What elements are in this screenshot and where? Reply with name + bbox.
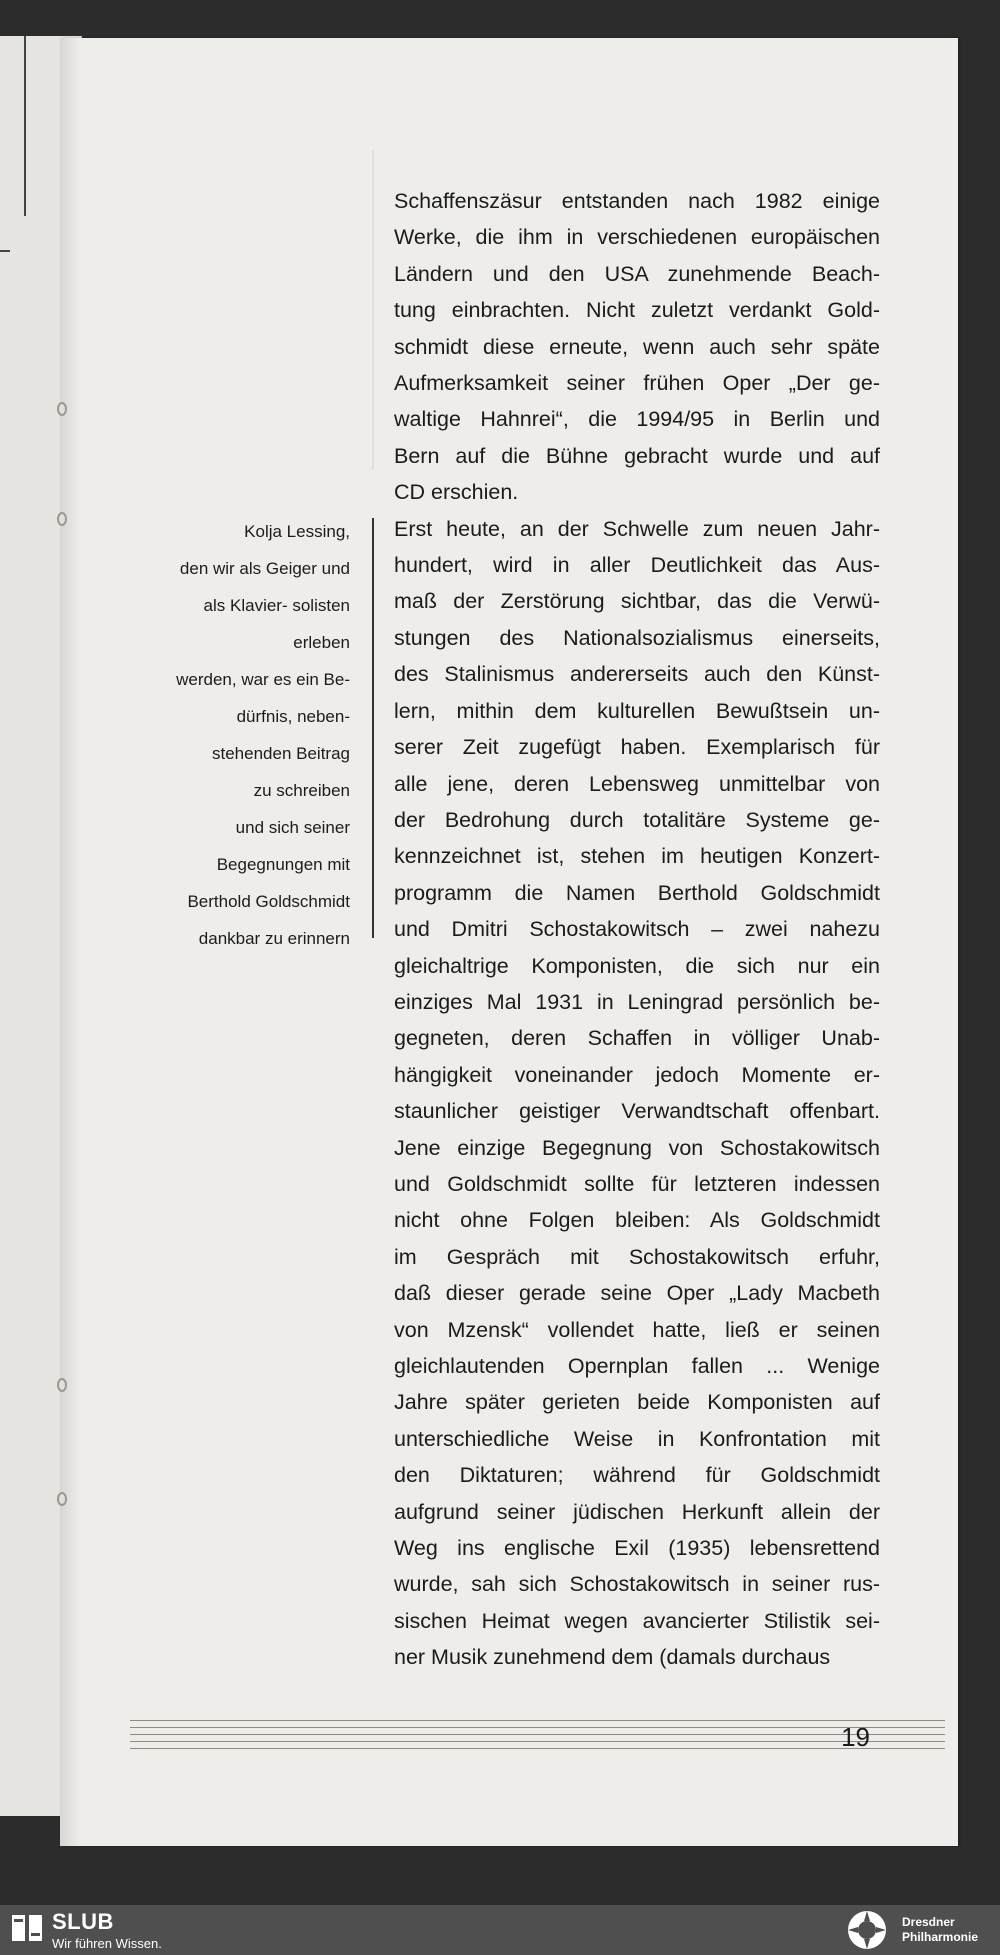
body-text-line: maß der Zerstörung sichtbar, das die Verwü- [394, 589, 880, 614]
body-text-line: kennzeichnet ist, stehen im heutigen Konzert- [394, 844, 880, 869]
body-text-line: ner Musik zunehmend dem (damals durchaus [394, 1645, 831, 1670]
body-text-line: schmidt diese erneute, wenn auch sehr späte [394, 334, 880, 359]
sidebar-line: werden, war es ein Be- [176, 670, 350, 689]
body-text-line: daß dieser gerade seine Oper „Lady Macbeth [394, 1281, 880, 1306]
sidebar-line: und sich seiner [235, 818, 350, 837]
sidebar-line: dürfnis, neben- [236, 707, 350, 726]
body-text-line: gleichaltrige Komponisten, die sich nur ein [394, 953, 880, 978]
previous-page-rule [24, 36, 26, 216]
body-text-line: aufgrund seiner jüdischen Herkunft allein der [394, 1499, 880, 1524]
body-text-line: lern, mithin dem kulturellen Bewußtsein un- [394, 698, 880, 723]
body-text-line: stungen des Nationalsozialismus einerseits, [394, 625, 880, 650]
body-text-line: im Gespräch mit Schostakowitsch erfuhr, [394, 1244, 880, 1269]
body-text-line: sischen Heimat wegen avancierter Stilistik sei- [394, 1608, 880, 1633]
body-text-line: wurde, sah sich Schostakowitsch in seiner rus- [394, 1572, 880, 1597]
body-text-line: Jahre später gerieten beide Komponisten auf [394, 1390, 880, 1415]
body-text-line: und Goldschmidt sollte für letzteren indessen [394, 1171, 880, 1196]
body-text-line: Jene einzige Begegnung von Schostakowitsch [394, 1135, 880, 1160]
orchestra-name-line1: Dresdner [902, 1915, 955, 1929]
body-text-line: hängigkeit voneinander jedoch Momente er- [394, 1062, 880, 1087]
body-text-line: nicht ohne Folgen bleiben: Als Goldschmidt [394, 1208, 880, 1233]
body-text-line: waltige Hahnrei“, die 1994/95 in Berlin und [394, 407, 880, 432]
sidebar-line: als Klavier- solisten [203, 596, 350, 615]
body-text-line: des Stalinismus andererseits auch den Künst- [394, 662, 880, 687]
viewer-footer-bar [0, 1905, 1000, 1955]
philharmonie-logo-icon [840, 1908, 894, 1952]
sidebar-divider [372, 518, 374, 938]
body-text-line: einziges Mal 1931 in Leningrad persönlich be- [394, 989, 880, 1014]
body-text-line: gleichlautenden Opernplan fallen ... Wenige [394, 1354, 880, 1378]
body-text-line: unterschiedliche Weise in Konfrontation mit [394, 1426, 880, 1451]
body-text-line: und Dmitri Schostakowitsch – zwei nahezu [394, 917, 880, 942]
library-tagline: Wir führen Wissen. [52, 1936, 162, 1951]
slub-logo-icon [10, 1913, 44, 1943]
page-fold-shadow [60, 38, 80, 1846]
main-text-column [394, 183, 880, 1676]
orchestra-name-line2: Philharmonie [902, 1930, 979, 1944]
body-text-line: Weg ins englische Exil (1935) lebensrettend [394, 1536, 880, 1561]
body-text-line: hundert, wird in aller Deutlichkeit das Aus- [394, 553, 880, 578]
library-name: SLUB [52, 1909, 114, 1934]
sidebar-line: Begegnungen mit [216, 855, 350, 874]
sidebar-line: dankbar zu erinnern [198, 929, 350, 948]
body-text-line: Aufmerksamkeit seiner frühen Oper „Der ge- [394, 371, 880, 396]
body-text-line: alle jene, deren Lebensweg unmittelbar von [394, 771, 880, 796]
sidebar-line: stehenden Beitrag [212, 744, 350, 763]
body-text-line: gegneten, deren Schaffen in völliger Unab- [394, 1026, 880, 1051]
body-text-line: programm die Namen Berthold Goldschmidt [394, 880, 880, 905]
body-text-line: Bern auf die Bühne gebracht wurde und auf [394, 443, 880, 468]
sidebar-line: Kolja Lessing, [244, 522, 350, 541]
binding-hole [57, 1492, 67, 1506]
show-through-rule [372, 150, 374, 470]
sidebar-note [120, 513, 350, 957]
body-text-line: Werke, die ihm in verschiedenen europäischen [394, 225, 880, 250]
body-text-line: tung einbrachten. Nicht zuletzt verdankt Gold- [394, 298, 880, 323]
body-text-line: CD erschien. [394, 480, 519, 505]
body-text-line: Erst heute, an der Schwelle zum neuen Jahr- [394, 516, 880, 541]
page-number: 19 [841, 1722, 870, 1752]
sidebar-line: den wir als Geiger und [179, 559, 350, 578]
previous-page-tick [0, 250, 10, 252]
body-text-line: staunlicher geistiger Verwandtschaft offenbart. [394, 1099, 880, 1124]
body-text-line: von Mzensk“ vollendet hatte, ließ er seinen [394, 1317, 880, 1342]
binding-hole [57, 512, 67, 526]
sidebar-line: erleben [293, 633, 350, 652]
body-text-line: der Bedrohung durch totalitäre Systeme ge- [394, 807, 880, 832]
binding-hole [57, 402, 67, 416]
binding-hole [57, 1378, 67, 1392]
body-text-line: den Diktaturen; während für Goldschmidt [394, 1463, 880, 1488]
body-text-line: Schaffenszäsur entstanden nach 1982 einige [394, 189, 880, 213]
sidebar-line: zu schreiben [253, 781, 350, 800]
body-text-line: serer Zeit zugefügt haben. Exemplarisch für [394, 735, 880, 760]
sidebar-line: Berthold Goldschmidt [187, 892, 350, 911]
orchestra-name [902, 1915, 978, 1945]
body-text-line: Ländern und den USA zunehmende Beach- [394, 261, 880, 286]
